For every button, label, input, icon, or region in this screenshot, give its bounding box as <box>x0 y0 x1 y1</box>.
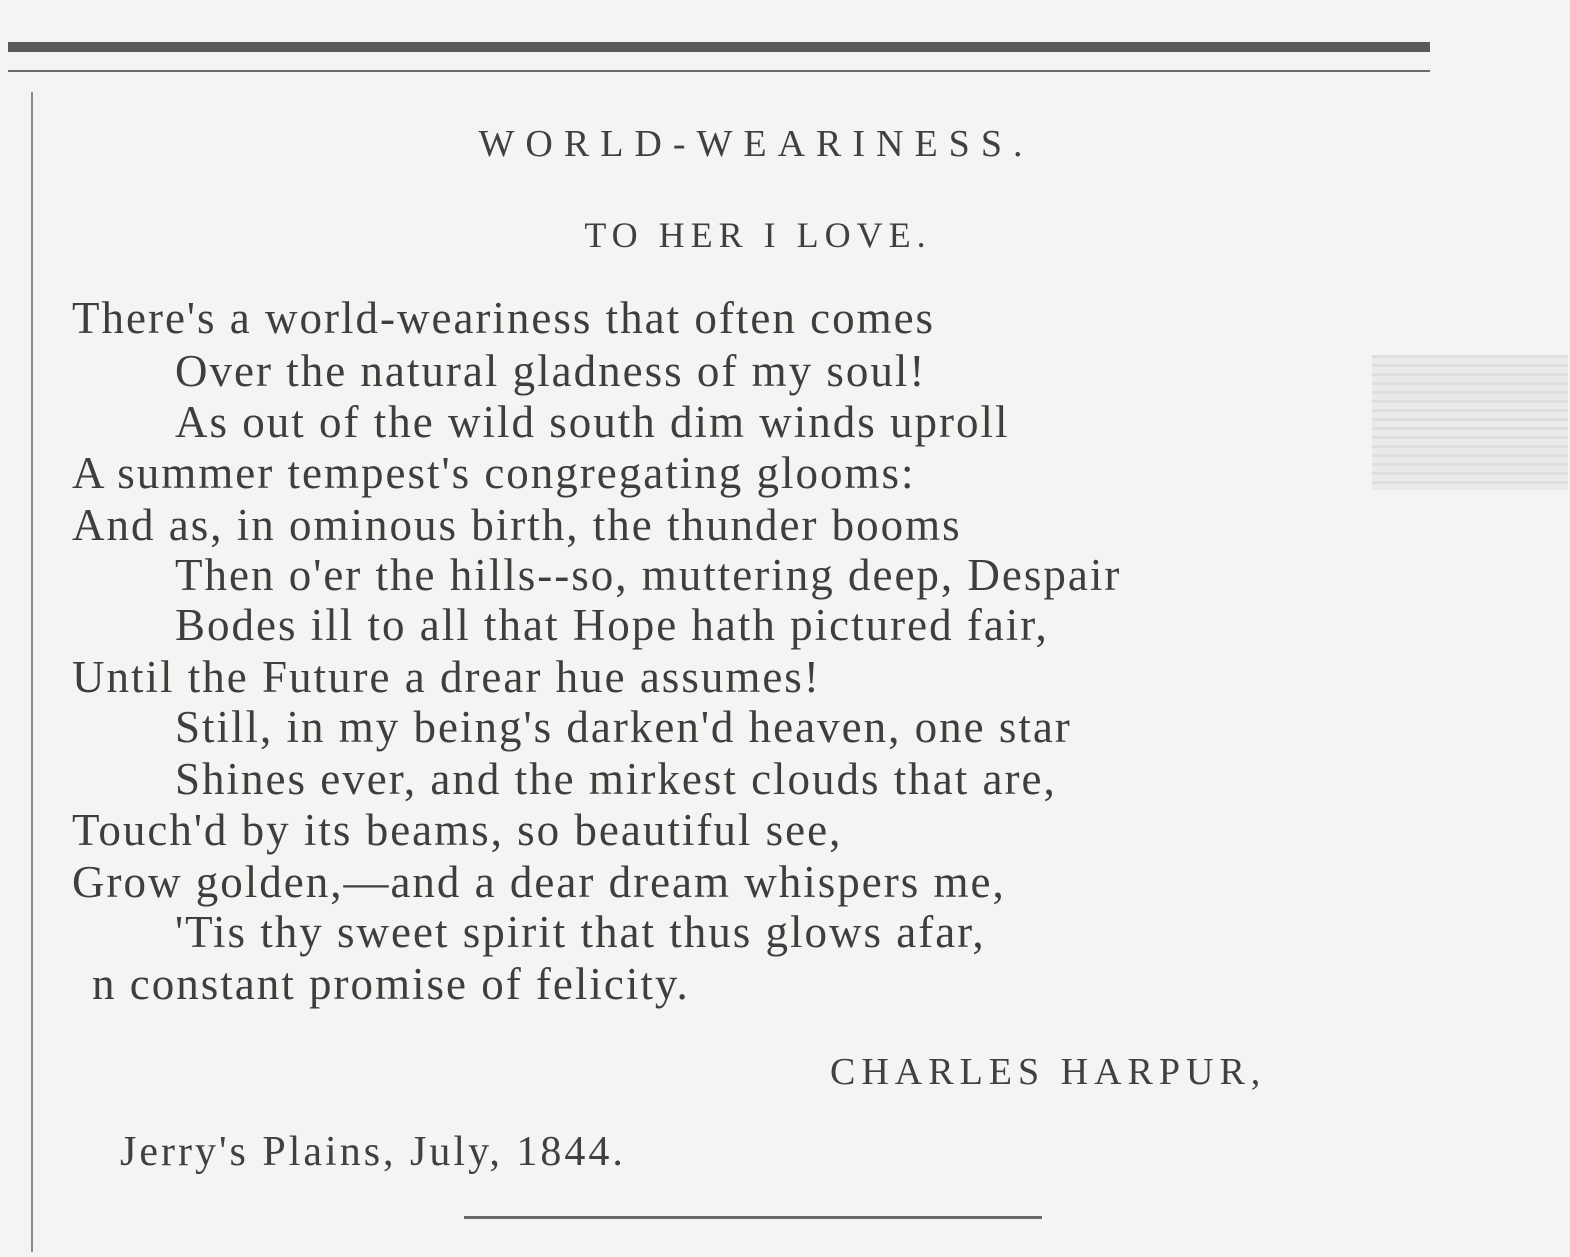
poem-line: Until the Future a drear hue assumes! <box>72 652 821 702</box>
top-rule-thick <box>8 42 1430 52</box>
poem-line: Touch'd by its beams, so beautiful see, <box>72 805 843 855</box>
dateline: Jerry's Plains, July, 1844. <box>120 1129 626 1175</box>
poem-line: Bodes ill to all that Hope hath pictured fair, <box>175 600 1049 650</box>
author-signature: CHARLES HARPUR, <box>830 1051 1267 1093</box>
poem-line: Shines ever, and the mirkest clouds that are, <box>175 754 1057 804</box>
top-rule-thin <box>8 70 1430 72</box>
poem-dedication: TO HER I LOVE. <box>584 215 932 255</box>
poem-line: A summer tempest's congregating glooms: <box>72 448 916 498</box>
end-rule <box>464 1216 1042 1219</box>
poem-line: As out of the wild south dim winds uproll <box>175 397 1010 447</box>
poem-line: n constant promise of felicity. <box>92 959 690 1009</box>
poem-line: 'Tis thy sweet spirit that thus glows afar, <box>175 907 986 957</box>
poem-line: And as, in ominous birth, the thunder booms <box>72 500 962 550</box>
print-smudge <box>1372 355 1568 490</box>
poem-line: Then o'er the hills--so, muttering deep, Despair <box>175 550 1122 600</box>
poem-title: WORLD-WEARINESS. <box>478 123 1034 165</box>
poem-line: There's a world-weariness that often comes <box>72 293 936 343</box>
poem-line: Grow golden,—and a dear dream whispers me, <box>72 857 1006 907</box>
poem-line: Still, in my being's darken'd heaven, one star <box>175 702 1072 752</box>
poem-line: Over the natural gladness of my soul! <box>175 346 927 396</box>
column-rule <box>31 92 33 1252</box>
